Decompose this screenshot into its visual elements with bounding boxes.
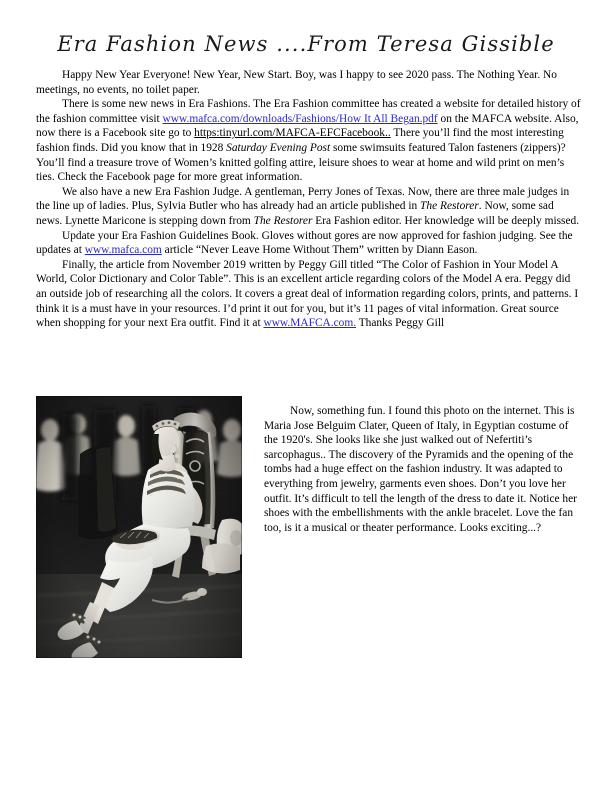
article-text: There is some new news in Era Fashions. The Era Fashion committee has created a website for detailed history of the fashion committee visit: [36, 98, 581, 125]
article-link[interactable]: www.mafca.com/downloads/Fashions/How It All Began.pdf: [162, 112, 438, 125]
article-text: article “Never Leave Home Without Them” written by Diann Eason.: [161, 244, 478, 257]
article-paragraph: [36, 229, 581, 258]
article-link[interactable]: https:tinyurl.com/MAFCA-EFCFacebook..: [194, 127, 391, 140]
vintage-photo-image: [36, 396, 242, 658]
article-text: Thanks Peggy Gill: [356, 317, 445, 330]
article-body: [36, 68, 581, 331]
article-text: There you’ll find the most interesting fashion finds. Did you know that in 1928: [36, 127, 564, 154]
photo-caption: [264, 404, 582, 535]
article-text: . Now, some sad news. Lynette Maricone is stepping down from: [36, 200, 554, 227]
article-paragraph: [36, 97, 581, 185]
italic-publication-title: The Restorer: [420, 200, 479, 213]
photo-section: [0, 396, 612, 686]
article-link[interactable]: www.MAFCA.com.: [263, 317, 357, 330]
article-paragraph: [36, 185, 581, 229]
article-text: Happy New Year Everyone! New Year, New Start. Boy, was I happy to see 2020 pass. The Nothing Year. No meetings, no events, no toilet paper.: [36, 69, 557, 96]
italic-publication-title: Saturday Evening Post: [226, 141, 331, 154]
photo-caption-paragraph: Now, something fun. I found this photo on the internet. This is Maria Jose Belguim Clater, Queen of Italy, in Egyptian costume of the 1920's. She looks like she just walked out of Nefertiti’s sarcophagus.. The discovery of the Pyramids and the opening of the tombs had a huge effect on the fashion industry. It was adapted to everything from jewelry, garments even shoes. Don’t you love her outfit. It’s difficult to tell the length of the dress to date it. Notice her shoes with the embellishments with the ankle bracelet. Love the fan too, is it a musical or theater performance. Looks exciting...?: [264, 405, 577, 534]
article-text: Update your Era Fashion Guidelines Book. Gloves without gores are now approved for fashion judging. See the updates at: [36, 229, 573, 257]
article-text: on the MAFCA website. Also, now there is a Facebook site go to: [36, 112, 579, 140]
article-text: some swimsuits featured Talon fasteners (zippers)? You’ll find a treasure trove of Women’s knitted golfing attire, leisure shoes to wear at home and wild print on men’s ties. Check the Facebook page for more great information.: [36, 141, 566, 184]
article-text: We also have a new Era Fashion Judge. A gentleman, Perry Jones of Texas. Now, there are three male judges in the line up of ladies. Plus, Sylvia Butler who has already had an article published in: [36, 185, 570, 213]
page-title: Era Fashion News ....From Teresa Gissible: [57, 32, 555, 56]
article-text: Finally, the article from November 2019 written by Peggy Gill titled “The Color of Fashion in Your Model A World, Color Dictionary and Color Table”. This is an excellent article regarding colors of the Model A era. Peggy did an outside job of researching all the colors. It covers a great deal of information regarding colors, prints, and patterns. I think it is a must have in your resources. I’d print it out for you, but it’s 11 pages of vital information. Great source when shopping for your next Era outfit. Find it at: [36, 258, 579, 330]
article-paragraph: [36, 68, 581, 97]
article-paragraph: [36, 258, 581, 331]
article-text: Era Fashion editor. Her knowledge will be deeply missed.: [312, 214, 580, 227]
vintage-photo: [36, 396, 242, 658]
italic-publication-title: The Restorer: [253, 214, 313, 227]
article-link[interactable]: www.mafca.com: [84, 244, 162, 257]
